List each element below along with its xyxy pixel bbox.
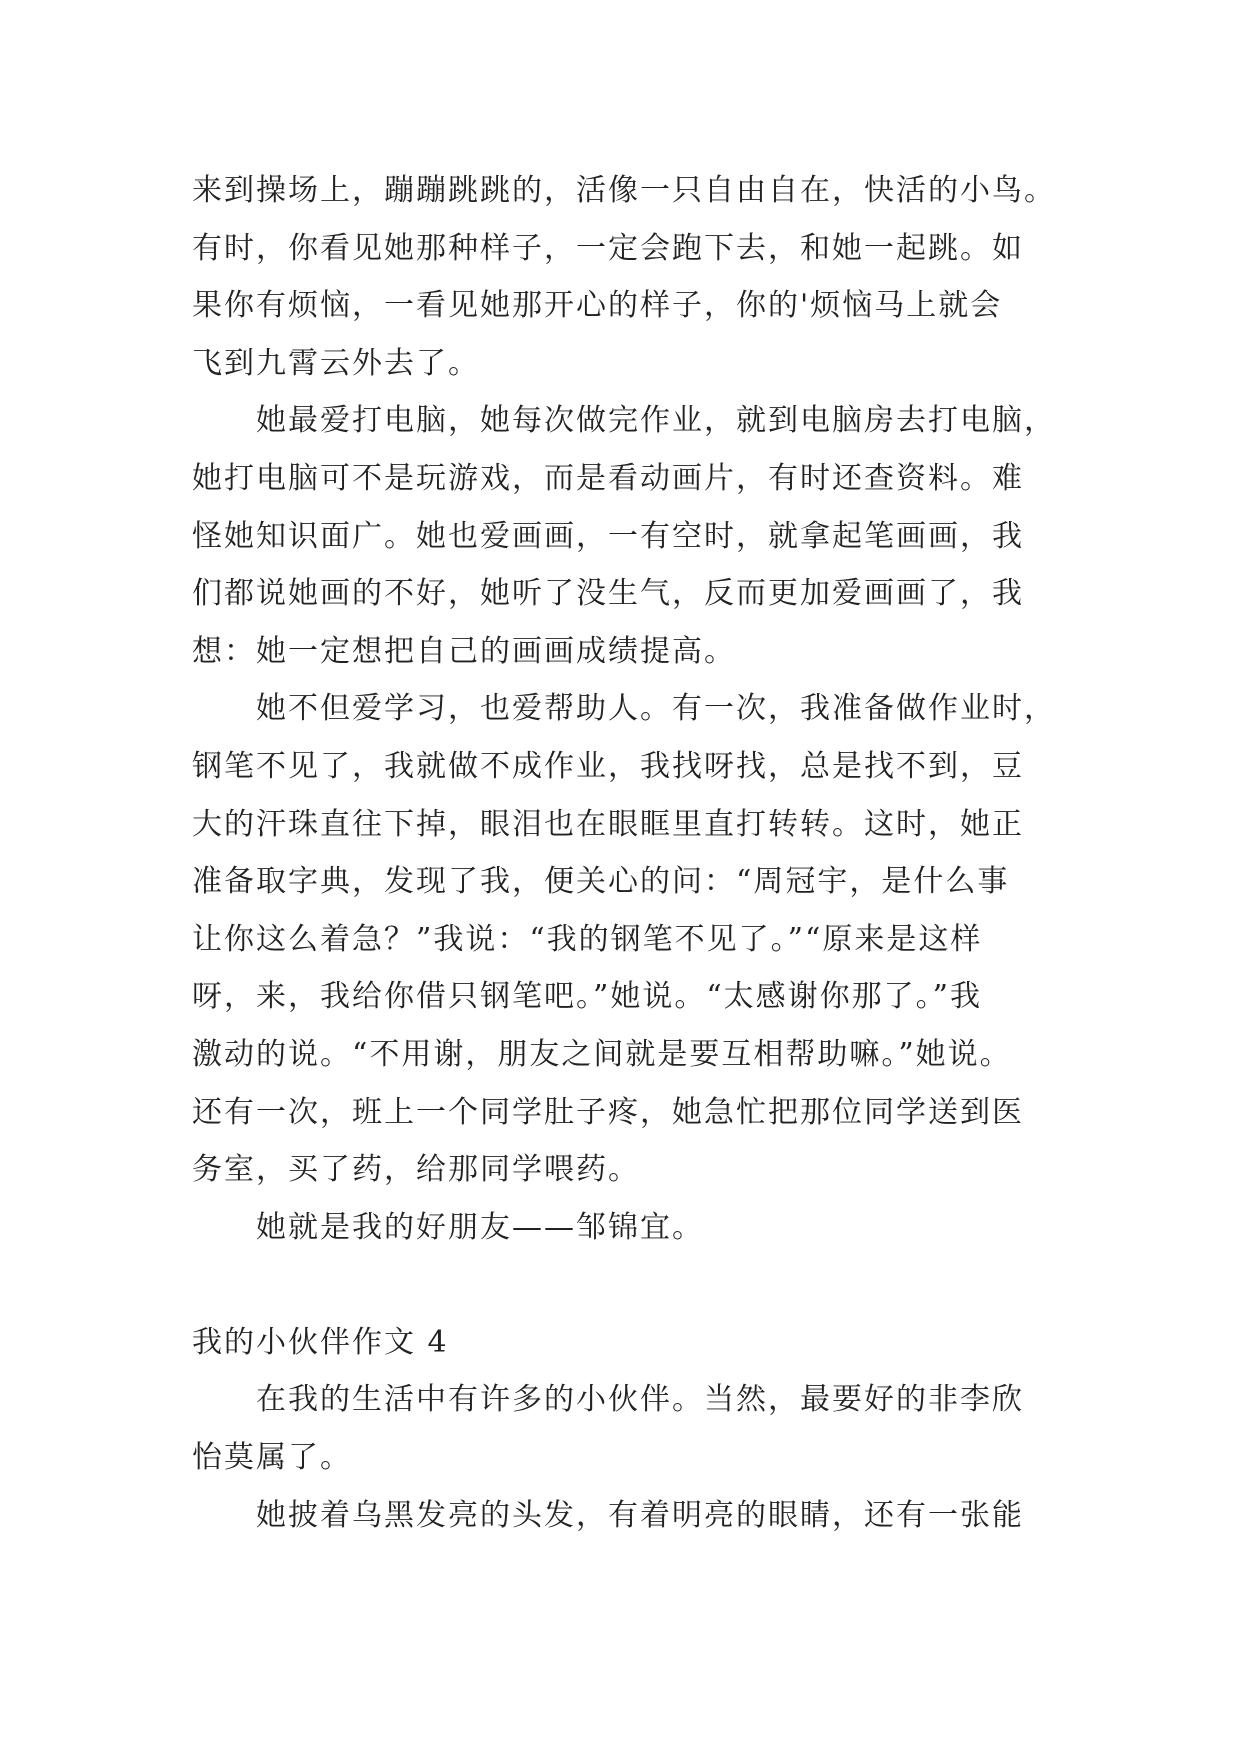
text-line: 准备取字典，发现了我，便关心的问：“周冠宇，是什么事 (192, 864, 1010, 900)
text-line: 想：她一定想把自己的画画成绩提高。 (192, 633, 736, 669)
document-page (192, 162, 1072, 1544)
text-line: 怡莫属了。 (192, 1440, 352, 1476)
section-heading: 我的小伙伴作文 4 (192, 1324, 449, 1360)
text-line: 她不但爱学习，也爱帮助人。有一次，我准备做作业时， (256, 691, 1056, 727)
text-line: 在我的生活中有许多的小伙伴。当然，最要好的非李欣 (256, 1382, 1024, 1418)
text-line: 钢笔不见了，我就做不成作业，我找呀找，总是找不到，豆 (192, 748, 1024, 784)
text-line: 务室，买了药，给那同学喂药。 (192, 1152, 640, 1188)
text-line: 有时，你看见她那种样子，一定会跑下去，和她一起跳。如 (192, 230, 1024, 266)
text-line: 她最爱打电脑，她每次做完作业，就到电脑房去打电脑， (256, 403, 1056, 439)
text-line: 她披着乌黑发亮的头发，有着明亮的眼睛，还有一张能 (256, 1497, 1024, 1533)
text-line: 让你这么着急？”我说：“我的钢笔不见了。”“原来是这样 (192, 921, 983, 957)
text-line: 大的汗珠直往下掉，眼泪也在眼眶里直打转转。这时，她正 (192, 806, 1024, 842)
text-line: 们都说她画的不好，她听了没生气，反而更加爱画画了，我 (192, 576, 1024, 612)
paragraph-gap (192, 1256, 1072, 1314)
text-line: 呀，来，我给你借只钢笔吧。”她说。“太感谢你那了。”我 (192, 979, 983, 1015)
text-line: 飞到九霄云外去了。 (192, 345, 480, 381)
text-line: 激动的说。“不用谢，朋友之间就是要互相帮助嘛。”她说。 (192, 1036, 1012, 1072)
text-line: 果你有烦恼，一看见她那开心的样子，你的'烦恼马上就会 (192, 288, 1003, 324)
text-line: 来到操场上，蹦蹦跳跳的，活像一只自由自在，快活的小鸟。 (192, 173, 1056, 208)
text-line: 她就是我的好朋友——邹锦宜。 (256, 1209, 704, 1245)
text-line: 还有一次，班上一个同学肚子疼，她急忙把那位同学送到医 (192, 1094, 1024, 1130)
text-line: 她打电脑可不是玩游戏，而是看动画片，有时还查资料。难 (192, 460, 1024, 496)
text-line: 怪她知识面广。她也爱画画，一有空时，就拿起笔画画，我 (192, 518, 1024, 554)
